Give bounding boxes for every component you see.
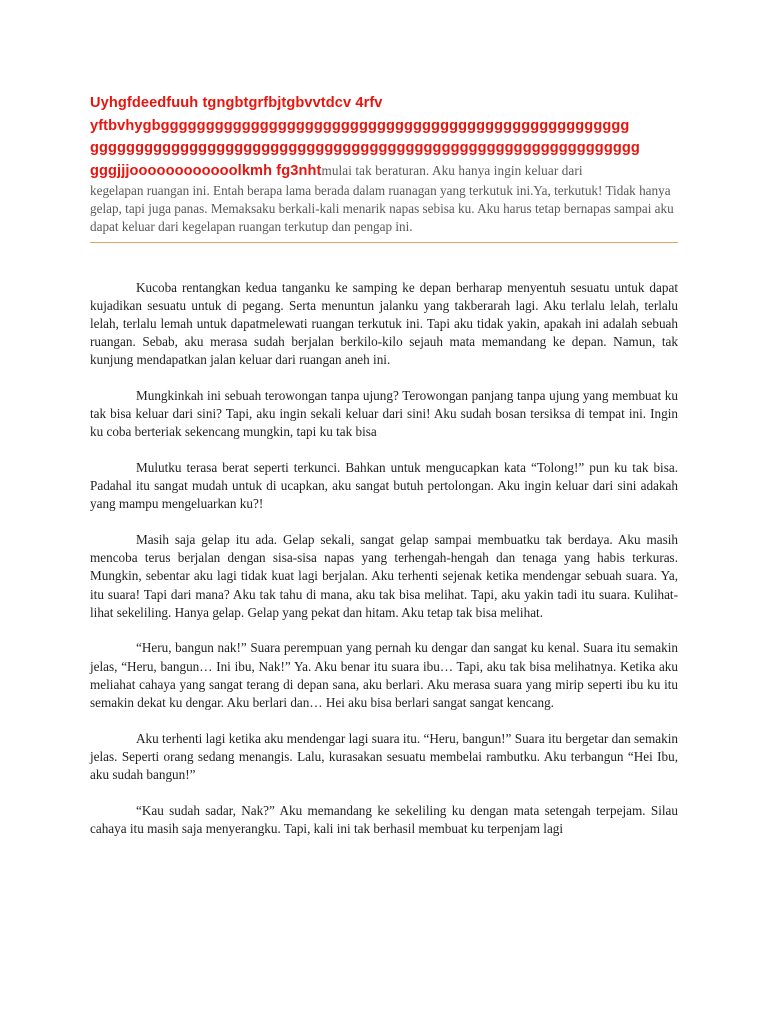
section-divider xyxy=(90,242,678,243)
title-line-4 xyxy=(90,160,678,183)
paragraph-7: “Kau sudah sadar, Nak?” Aku memandang ke sekeliling ku dengan mata setengah terpejam. Silau cahaya itu masih saja menyerangku. Tapi, kali ini tak berhasil membuat ku terpenjam lagi xyxy=(90,802,678,836)
intro-paragraph: kegelapan ruangan ini. Entah berapa lama berada dalam ruanagan yang terkutuk ini.Ya, terkutuk! Tidak hanya gelap, tapi juga panas. Memaksaku berkali-kali menarik napas sebisa ku. Aku harus tetap bernapas sampai aku dapat keluar dari kegelapan ruangan terkutup dan pengap ini. xyxy=(90,183,674,235)
story-body xyxy=(90,279,678,838)
paragraph-6: Aku terhenti lagi ketika aku mendengar lagi suara itu. “Heru, bangun!” Suara itu bergetar dan semakin jelas. Seperti orang sedang menangis. Lalu, kurasakan sesuatu membelai rambutku. Aku terbangun “Hei Ibu, aku sudah bangun!” xyxy=(90,730,678,783)
paragraph-2: Mungkinkah ini sebuah terowongan tanpa ujung? Terowongan panjang tanpa ujung yang membuat ku tak bisa keluar dari sini? Tapi, aku ingin sekali keluar dari sini! Aku sudah bosan tersiksa di tempat ini. Ingin ku coba berteriak sekencang mungkin, tapi ku tak bisa xyxy=(90,388,678,440)
paragraph-1: Kucoba rentangkan kedua tanganku ke samping ke depan berharap menyentuh sesuatu untuk dapat kujadikan sesuatu untuk di pegang. Serta menuntun jalanku yang takberarah lagi. Aku terlalu lelah, terlalu lelah, terlalu lemah untuk dapatmelewati ruangan terkutuk ini. Tapi aku tidak yakin, apakah ini adalah sebuah ruangan. Sebab, aku merasa sudah berjalan berkilo-kilo sejauh mata memandang ke depan. Namun, tak kunjung mendapatkan jalan keluar dari ruangan aneh ini. xyxy=(90,279,678,368)
intro-first-line: mulai tak beraturan. Aku hanya ingin keluar dari xyxy=(321,162,583,178)
title-line-2: yftbvhygbgggggggggggggggggggggggggggggggggggggggggggggggggggg xyxy=(90,117,630,134)
title-line-4-red: gggjjjoooooooooooolkmh fg3nht xyxy=(90,162,322,179)
title-line-3: ggggggggggggggggggggggggggggggggggggggggggggggggggggggggggggg xyxy=(90,140,640,156)
paragraph-5: “Heru, bangun nak!” Suara perempuan yang pernah ku dengar dan sangat ku kenal. Suara itu semakin jelas, “Heru, bangun… Ini ibu, Nak!” Ya. Aku benar itu suara ibu… Tapi, aku tak bisa melihatnya. Ketika aku meliahat cahaya yang sangat terang di depan sana, aku berlari. Aku merasa suara yang mirip seperti ibu ku itu semakin dekat ku dengar. Aku berlari dan… Hei aku bisa berlari sangat sangat kencang. xyxy=(90,640,678,711)
document-title xyxy=(90,92,678,182)
title-line-1: Uyhgfdeedfuuh tgngbtgrfbjtgbvvtdcv 4rfv xyxy=(90,95,383,111)
paragraph-3: Mulutku terasa berat seperti terkunci. Bahkan untuk mengucapkan kata “Tolong!” pun ku tak bisa. Padahal itu sangat mudah untuk di ucapkan, aku sangat butuh pertolongan. Aku ingin keluar dari sini adakah yang mampu mengeluarkan ku?! xyxy=(90,460,678,512)
document-page xyxy=(90,92,678,855)
paragraph-4: Masih saja gelap itu ada. Gelap sekali, sangat gelap sampai membuatku tak berdaya. Aku masih mencoba terus berjalan dengan sisa-sisa napas yang terhengah-hengah dan tenaga yang habis terkuras. Mungkin, sebentar aku lagi tidak kuat lagi berjalan. Aku terhenti sejenak ketika mendengar sebuah suara. Ya, itu suara! Tapi dari mana? Aku tak tahu di mana, aku tak bisa melihat. Tapi, aku yakin tadi itu suara. Kulihat-lihat sekeliling. Hanya gelap. Gelap yang pekat dan hitam. Aku tetap tak bisa melihat. xyxy=(90,532,678,620)
